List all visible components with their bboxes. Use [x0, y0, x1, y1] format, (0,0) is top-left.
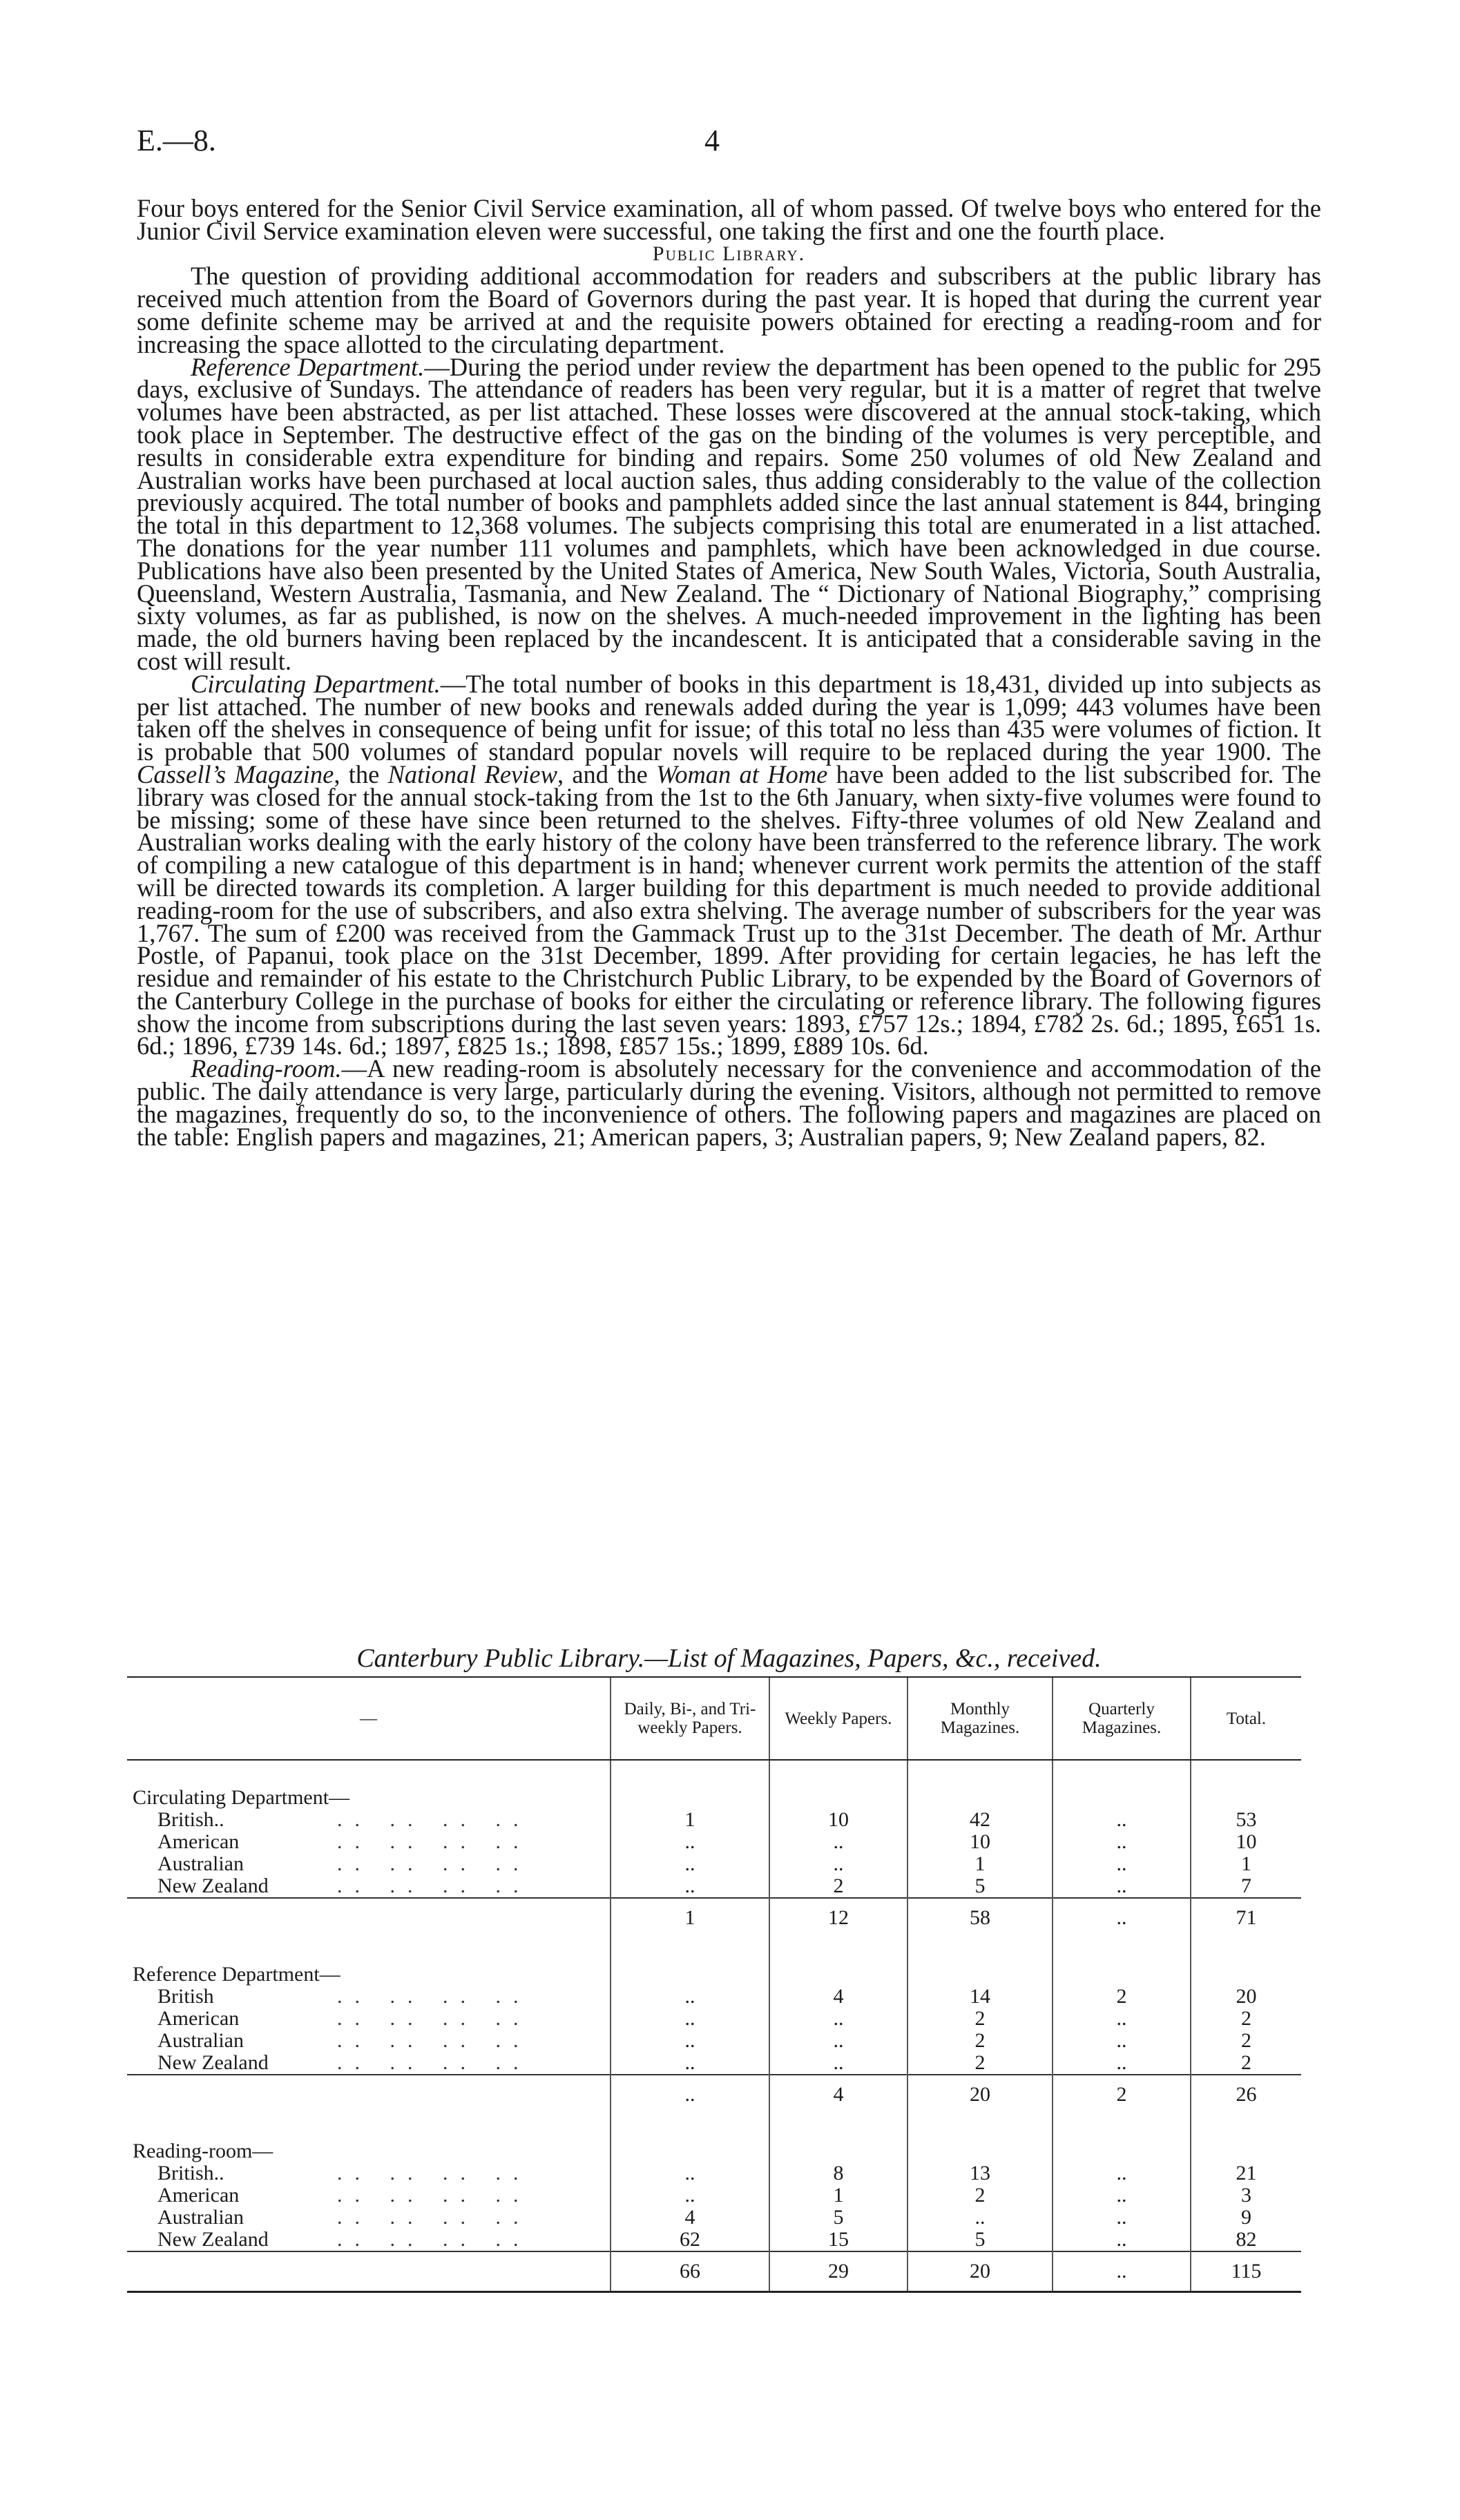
table-cell: 13 [907, 2162, 1053, 2184]
table-cell [769, 2140, 907, 2162]
subtotal-cell: 1 [611, 1898, 769, 1937]
subtotal-cell: 71 [1191, 1898, 1301, 1937]
table-cell: .. [1053, 1853, 1191, 1875]
circulating-paragraph [137, 669, 1322, 1060]
subtotal-cell: .. [1053, 2251, 1191, 2292]
subtotal-cell: 58 [907, 1898, 1053, 1937]
table-cell [611, 2140, 769, 2162]
table-cell: 21 [1191, 2162, 1301, 2184]
row-label-cell [127, 2008, 611, 2030]
section-title-row [127, 1964, 1301, 1986]
section-heading: Public Library. [652, 242, 806, 265]
table-cell: 1 [1191, 1853, 1301, 1875]
row-label-cell [127, 1831, 611, 1853]
table-cell: .. [1053, 2207, 1191, 2229]
magazine-title: Woman at Home [656, 759, 828, 788]
leader-dots: .. .. .. .. [337, 2228, 531, 2251]
leader-dots: .. .. .. .. [337, 2162, 531, 2184]
table-cell [1053, 2114, 1191, 2140]
table-cell: 82 [1191, 2229, 1301, 2251]
row-label: New Zealand [157, 2051, 269, 2074]
column-header: Monthly Magazines. [907, 1677, 1053, 1760]
table-cell: .. [1053, 2030, 1191, 2052]
table-cell: 2 [1191, 2030, 1301, 2052]
reference-paragraph [137, 352, 1321, 675]
table-cell [1191, 1760, 1301, 1787]
leader-dots: .. .. .. .. [337, 1830, 531, 1853]
subtotal-cell: 115 [1191, 2251, 1301, 2292]
table-cell: 62 [611, 2229, 769, 2251]
table-cell: 9 [1191, 2207, 1301, 2229]
leader-dots: .. .. .. .. [337, 2184, 531, 2207]
table-cell: 2 [1191, 2008, 1301, 2030]
table-cell: .. [1053, 2052, 1191, 2075]
table-row [127, 2229, 1301, 2251]
table-cell [769, 1964, 907, 1986]
table-row [127, 1875, 1301, 1898]
leader-dots: .. .. .. .. [337, 2007, 531, 2030]
row-label-cell [127, 2030, 611, 2052]
subtotal-cell: 2 [1053, 2075, 1191, 2114]
table-row [127, 2162, 1301, 2184]
section-title: Reading-room— [133, 2140, 273, 2162]
table-cell: .. [907, 2207, 1053, 2229]
table-cell: .. [1053, 1809, 1191, 1831]
table-cell: 14 [907, 1986, 1053, 2008]
table-cell: .. [1053, 2162, 1191, 2184]
table-cell [1053, 1787, 1191, 1809]
row-label: American [157, 1830, 240, 1853]
table-cell [1053, 1760, 1191, 1787]
table-cell: 2 [1191, 2052, 1301, 2075]
table-cell: 2 [907, 2008, 1053, 2030]
table-cell [611, 1760, 769, 1787]
column-header: Weekly Papers. [769, 1677, 907, 1760]
table-cell [907, 1937, 1053, 1964]
table-cell: 3 [1191, 2184, 1301, 2207]
row-label-cell [127, 2052, 611, 2075]
circulating-text-c: , and the [557, 759, 657, 788]
column-header: Daily, Bi-, and Tri-weekly Papers. [611, 1677, 769, 1760]
leader-dots: .. .. .. .. [337, 2206, 531, 2229]
leader-dots: .. .. .. .. [337, 2029, 531, 2052]
table-row [127, 1986, 1301, 2008]
leader-dots: .. .. .. .. [337, 1808, 531, 1831]
table-cell [127, 1937, 611, 1964]
subtotal-cell: 4 [769, 2075, 907, 2114]
table-cell [907, 2140, 1053, 2162]
row-label: Australian [157, 1852, 244, 1875]
column-header: Total. [1191, 1677, 1301, 1760]
table-cell: 8 [769, 2162, 907, 2184]
table-cell: .. [611, 2162, 769, 2184]
table-cell: 42 [907, 1809, 1053, 1831]
table-cell: 2 [907, 2030, 1053, 2052]
row-label: New Zealand [157, 2228, 269, 2251]
section-title-row [127, 2140, 1301, 2162]
circulating-text-a: —The total number of books in this department is 18,431, divided up into subjects as per list attached. The number of new books and renewals added during the year is 1,099; 443 volumes have been taken off the shelves in consequence of being unfit for issue; of this total no less than 435 were volumes of fiction. It is probable that 500 volumes of standard popular novels will require to be replaced during the year 1900. The [137, 669, 1321, 766]
row-label: British.. [157, 1808, 224, 1831]
table-row [127, 1831, 1301, 1853]
table-cell: .. [769, 2008, 907, 2030]
subtotal-cell: 20 [907, 2251, 1053, 2292]
table-cell [611, 1937, 769, 1964]
leader-dots: .. .. .. .. [337, 1852, 531, 1875]
table-cell [907, 1760, 1053, 1787]
table-cell: 10 [769, 1809, 907, 1831]
reading-room-text: —A new reading-room is absolutely necessary for the convenience and accommodation of the public. The daily attendance is very large, particularly during the evening. Visitors, although not permitted to remove the magazines, frequently do so, to the inconvenience of others. The following papers and magazines are placed on the table: English papers and magazines, 21; American papers, 3; Australian papers, 9; New Zealand papers, 82. [137, 1054, 1321, 1151]
table-cell: 1 [907, 1853, 1053, 1875]
table-cell [1053, 2140, 1191, 2162]
table-row [127, 2008, 1301, 2030]
table-cell: 4 [611, 2207, 769, 2229]
table-cell [611, 1964, 769, 1986]
page-number: 4 [704, 124, 720, 157]
table-cell [1053, 1937, 1191, 1964]
subtotal-cell: .. [611, 2075, 769, 2114]
column-header: — [127, 1677, 611, 1760]
table-cell [611, 2114, 769, 2140]
section-title: Circulating Department— [133, 1786, 350, 1809]
row-label: British [157, 1985, 214, 2008]
table-cell [769, 2114, 907, 2140]
table-cell [1053, 1964, 1191, 1986]
body-text [137, 194, 1322, 1151]
table-cell [127, 1898, 611, 1937]
leader-dots: .. .. .. .. [337, 2051, 531, 2074]
table-cell: .. [1053, 2229, 1191, 2251]
table-header-row [127, 1677, 1301, 1760]
subtotal-row [127, 2251, 1301, 2292]
spacer-row [127, 1760, 1301, 1787]
table-cell [1191, 1787, 1301, 1809]
table-cell: .. [769, 2052, 907, 2075]
table-cell: .. [611, 1986, 769, 2008]
table-cell [769, 1760, 907, 1787]
row-label-cell [127, 2207, 611, 2229]
subtotal-cell: 26 [1191, 2075, 1301, 2114]
row-label-cell [127, 1809, 611, 1831]
table-cell: .. [1053, 1875, 1191, 1898]
table-cell [907, 2114, 1053, 2140]
table-cell: .. [1053, 2008, 1191, 2030]
table-body [127, 1760, 1301, 2292]
table-cell [611, 1787, 769, 1809]
subtotal-cell: .. [1053, 1898, 1191, 1937]
table-cell: .. [611, 1875, 769, 1898]
table-cell: .. [611, 2008, 769, 2030]
table-caption: Canterbury Public Library.—List of Magazines, Papers, &c., received. [356, 1644, 1102, 1673]
table-cell: .. [1053, 2184, 1191, 2207]
spacer-row [127, 1937, 1301, 1964]
table-cell: 2 [769, 1875, 907, 1898]
row-label: Australian [157, 2206, 244, 2229]
row-label-cell [127, 1853, 611, 1875]
table-cell: .. [1053, 1831, 1191, 1853]
table-cell: 10 [907, 1831, 1053, 1853]
table-cell: 5 [907, 2229, 1053, 2251]
magazine-title: National Review [387, 759, 557, 788]
circulating-text-b: , the [334, 759, 388, 788]
leader-dots: .. .. .. .. [337, 1985, 531, 2008]
table-cell: 2 [907, 2184, 1053, 2207]
table-cell: .. [611, 2052, 769, 2075]
table-cell: .. [769, 1831, 907, 1853]
column-header: Quarterly Magazines. [1053, 1677, 1191, 1760]
table-cell: 1 [769, 2184, 907, 2207]
subtotal-cell: 29 [769, 2251, 907, 2292]
table-row [127, 2207, 1301, 2229]
table-cell [907, 1964, 1053, 1986]
subtotal-row [127, 2075, 1301, 2114]
row-label-cell [127, 2229, 611, 2251]
section-title-row [127, 1787, 1301, 1809]
table-cell [1191, 1937, 1301, 1964]
table-cell [907, 1787, 1053, 1809]
table-cell: 10 [1191, 1831, 1301, 1853]
table-cell: .. [611, 2184, 769, 2207]
intro-paragraph: Four boys entered for the Senior Civil Service examination, all of whom passed. Of twelve boys who entered for the Junior Civil Service examination eleven were successful, one taking the first and one the fourth place. [137, 194, 1321, 245]
row-label: British.. [157, 2162, 224, 2184]
table-cell: 1 [611, 1809, 769, 1831]
magazines-table [127, 1676, 1301, 2293]
table-row [127, 1809, 1301, 1831]
reference-label: Reference Department. [191, 352, 425, 381]
row-label: American [157, 2007, 240, 2030]
series-code: E.—8. [137, 124, 216, 157]
table-cell [769, 1787, 907, 1809]
row-label: Australian [157, 2029, 244, 2052]
subtotal-row [127, 1898, 1301, 1937]
reference-text: —During the period under review the department has been opened to the public for 295 days, exclusive of Sundays. The attendance of readers has been very regular, but it is a matter of regret that twelve volumes have been abstracted, as per list attached. These losses were discovered at the annual stock-taking, which took place in September. The destructive effect of the gas on the binding of the volumes is very perceptible, and results in considerable extra expenditure for binding and repairs. Some 250 volumes of old New Zealand and Australian works have been purchased at local auction sales, thus adding considerably to the value of the collection previously acquired. The total number of books and pamphlets added since the last annual statement is 844, bringing the total in this department to 12,368 volumes. The subjects comprising this total are enumerated in a list attached. The donations for the year number 111 volumes and pamphlets, which have been acknowledged in due course. Publications have also been presented by the United States of America, New South Wales, Victoria, South Australia, Queensland, Western Australia, Tasmania, and New Zealand. The “ Dictionary of National Biography,” comprising sixty volumes, as far as published, is now on the shelves. A much-needed improvement in the lighting has been made, the old burners having been replaced by the incandescent. It is anticipated that a considerable saving in the cost will result. [137, 352, 1321, 675]
spacer-row [127, 2114, 1301, 2140]
table-cell: .. [769, 2030, 907, 2052]
table-row [127, 2052, 1301, 2075]
row-label-cell [127, 2162, 611, 2184]
table-cell [1191, 2114, 1301, 2140]
subtotal-cell: 66 [611, 2251, 769, 2292]
reading-room-label: Reading-room. [191, 1054, 342, 1083]
row-label-cell [127, 1986, 611, 2008]
reading-room-paragraph [137, 1054, 1321, 1151]
table-cell: .. [611, 2030, 769, 2052]
table-cell [1191, 2140, 1301, 2162]
table-cell: 4 [769, 1986, 907, 2008]
table-cell: 5 [769, 2207, 907, 2229]
table-cell: 53 [1191, 1809, 1301, 1831]
table-cell [769, 1937, 907, 1964]
leader-dots: .. .. .. .. [337, 1874, 531, 1897]
circulating-label: Circulating Department. [191, 669, 441, 698]
row-label: American [157, 2184, 240, 2207]
table-cell: 20 [1191, 1986, 1301, 2008]
table-cell: 15 [769, 2229, 907, 2251]
library-paragraph: The question of providing additional accommodation for readers and subscribers at the public library has received much attention from the Board of Governors during the past year. It is hoped that during the current year some definite scheme may be arrived at and the requisite powers obtained for erecting a reading-room and for increasing the space allotted to the circulating department. [137, 262, 1321, 358]
table-cell [127, 2075, 611, 2114]
magazine-title: Cassell’s Magazine [137, 759, 334, 788]
table-row [127, 1853, 1301, 1875]
table-cell: .. [769, 1853, 907, 1875]
table-cell [127, 2114, 611, 2140]
subtotal-cell: 20 [907, 2075, 1053, 2114]
table-cell: .. [611, 1831, 769, 1853]
subtotal-cell: 12 [769, 1898, 907, 1937]
circulating-text-d: have been added to the list subscribed for. The library was closed for the annual stock-taking from the 1st to the 6th January, when sixty-five volumes were found to be missing; some of these have since been returned to the shelves. Fifty-three volumes of old New Zealand and Australian works dealing with the early history of the colony have been transferred to the reference library. The work of compiling a new catalogue of this department is in hand; whenever current work permits the attention of the staff will be directed towards its completion. A larger building for this department is much needed to provide additional reading-room for the use of subscribers, and also extra shelving. The average number of subscribers for the year was 1,767. The sum of £200 was received from the Gammack Trust up to the 31st December. The death of Mr. Arthur Postle, of Papanui, took place on the 31st December, 1899. After providing for certain legacies, he has left the residue and remainder of his estate to the Christchurch Public Library, to be expended by the Board of Governors of the Canterbury College in the purchase of books for either the circulating or reference library. The following figures show the income from subscriptions during the last seven years: 1893, £757 12s.; 1894, £782 2s. 6d.; 1895, £651 1s. 6d.; 1896, £739 14s. 6d.; 1897, £825 1s.; 1898, £857 15s.; 1899, £889 10s. 6d. [137, 759, 1322, 1060]
table-cell: .. [611, 1853, 769, 1875]
table-cell: 5 [907, 1875, 1053, 1898]
table-row [127, 2184, 1301, 2207]
table-cell: 2 [907, 2052, 1053, 2075]
table-cell: 2 [1053, 1986, 1191, 2008]
table-cell [127, 1760, 611, 1787]
table-row [127, 2030, 1301, 2052]
row-label-cell [127, 1875, 611, 1898]
row-label: New Zealand [157, 1874, 269, 1897]
row-label-cell [127, 2184, 611, 2207]
table-cell [1191, 1964, 1301, 1986]
section-title: Reference Department— [133, 1963, 340, 1986]
table-cell: 7 [1191, 1875, 1301, 1898]
table-cell [127, 2251, 611, 2292]
